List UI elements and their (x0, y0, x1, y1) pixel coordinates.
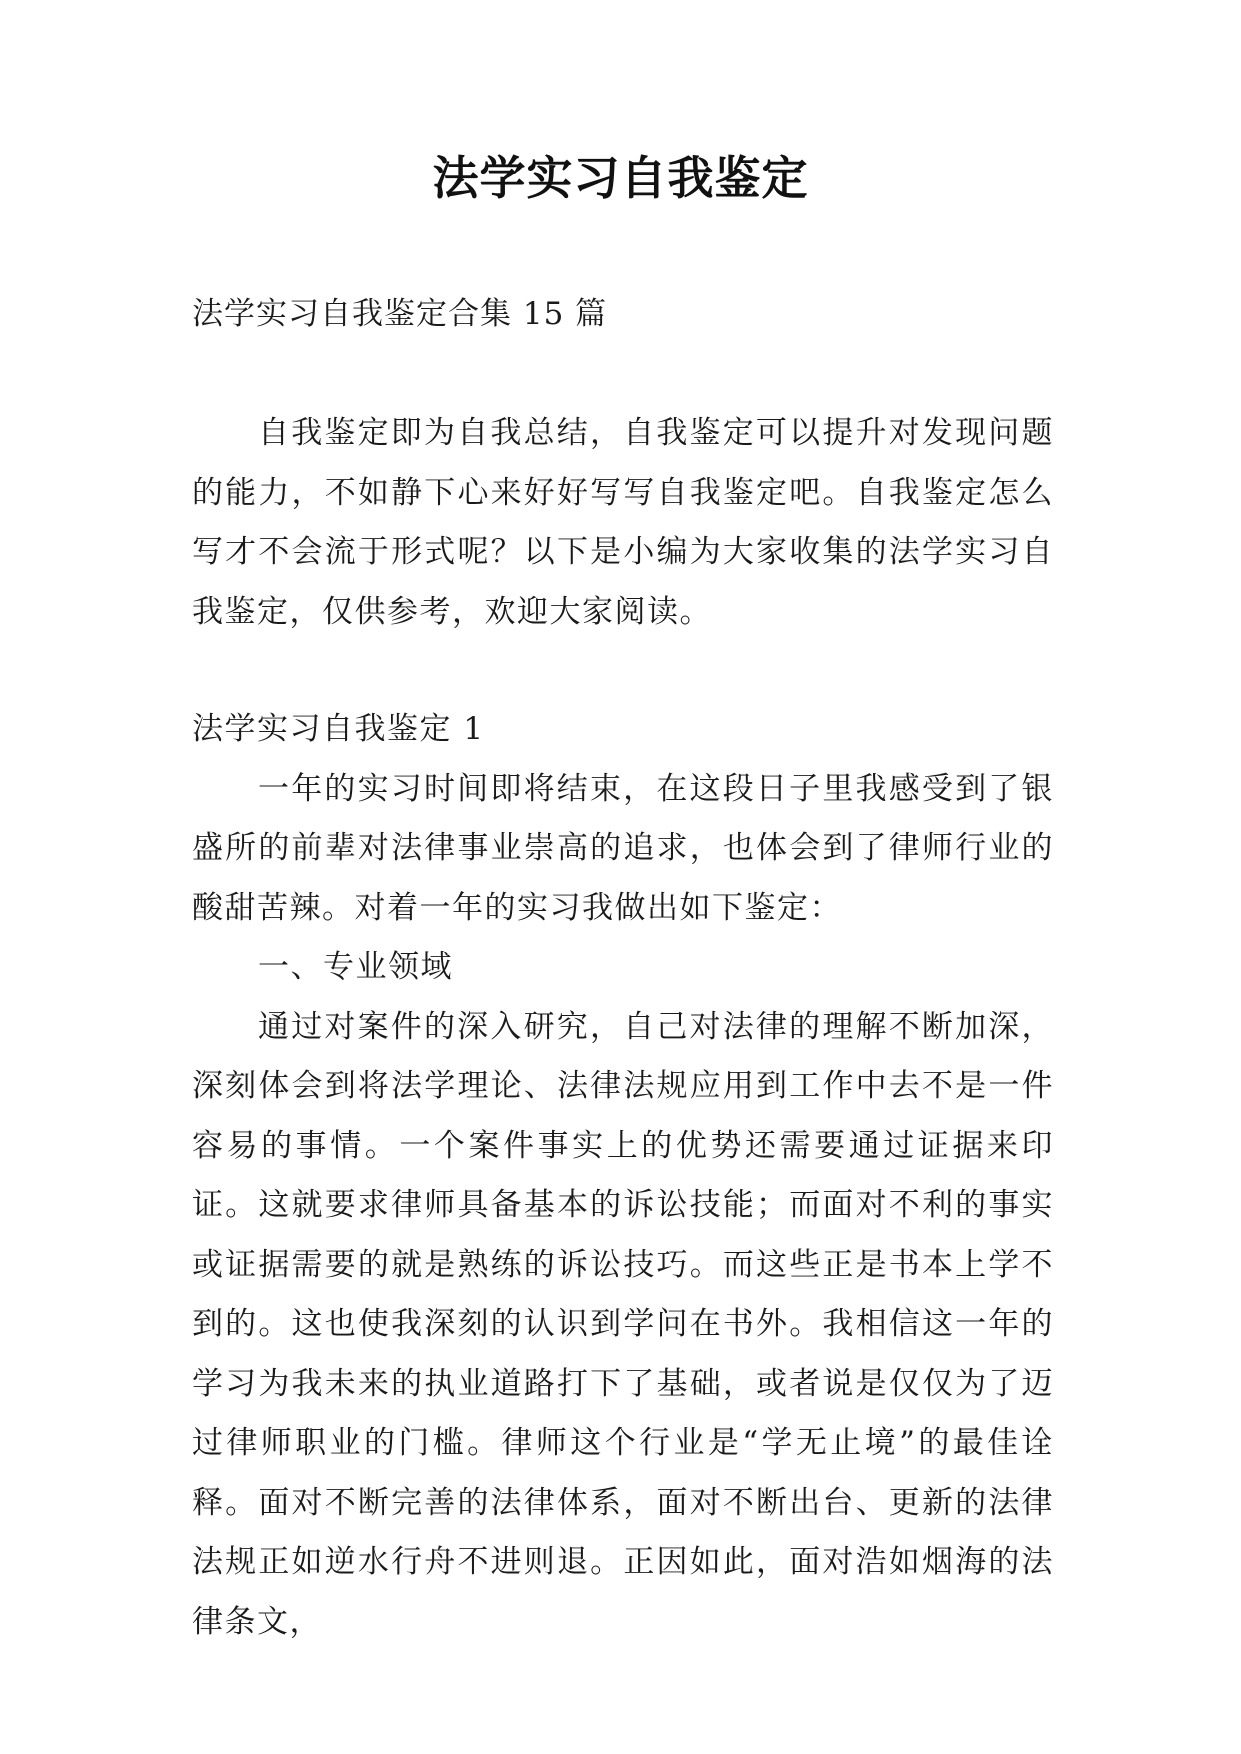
document-body (192, 404, 1054, 1652)
body-paragraph: 通过对案件的深入研究，自己对法律的理解不断加深，深刻体会到将法学理论、法律法规应用到工作中去不是一件容易的事情。一个案件事实上的优势还需要通过证据来印证。这就要求律师具备基本的诉讼技能；而面对不利的事实或证据需要的就是熟练的诉讼技巧。而这些正是书本上学不到的。这也使我深刻的认识到学问在书外。我相信这一年的学习为我未来的执业道路打下了基础，或者说是仅仅为了迈过律师职业的门槛。律师这个行业是“学无止境”的最佳诠释。面对不断完善的法律体系，面对不断出台、更新的法律法规正如逆水行舟不进则退。正因如此，面对浩如烟海的法律条文， (192, 1008, 1054, 1640)
document-subtitle: 法学实习自我鉴定合集 15 篇 (192, 296, 608, 332)
intro-paragraph: 自我鉴定即为自我总结，自我鉴定可以提升对发现问题的能力，不如静下心来好好写写自我鉴定吧。自我鉴定怎么写才不会流于形式呢？以下是小编为大家收集的法学实习自我鉴定，仅供参考，欢迎大家阅读。 (192, 415, 1054, 630)
list-item-heading: 一、专业领域 (258, 949, 453, 985)
section-heading: 法学实习自我鉴定 1 (192, 711, 485, 747)
document-title: 法学实习自我鉴定 (432, 151, 809, 205)
body-paragraph: 一年的实习时间即将结束，在这段日子里我感受到了银盛所的前辈对法律事业崇高的追求，也体会到了律师行业的酸甜苦辣。对着一年的实习我做出如下鉴定： (192, 770, 1054, 926)
